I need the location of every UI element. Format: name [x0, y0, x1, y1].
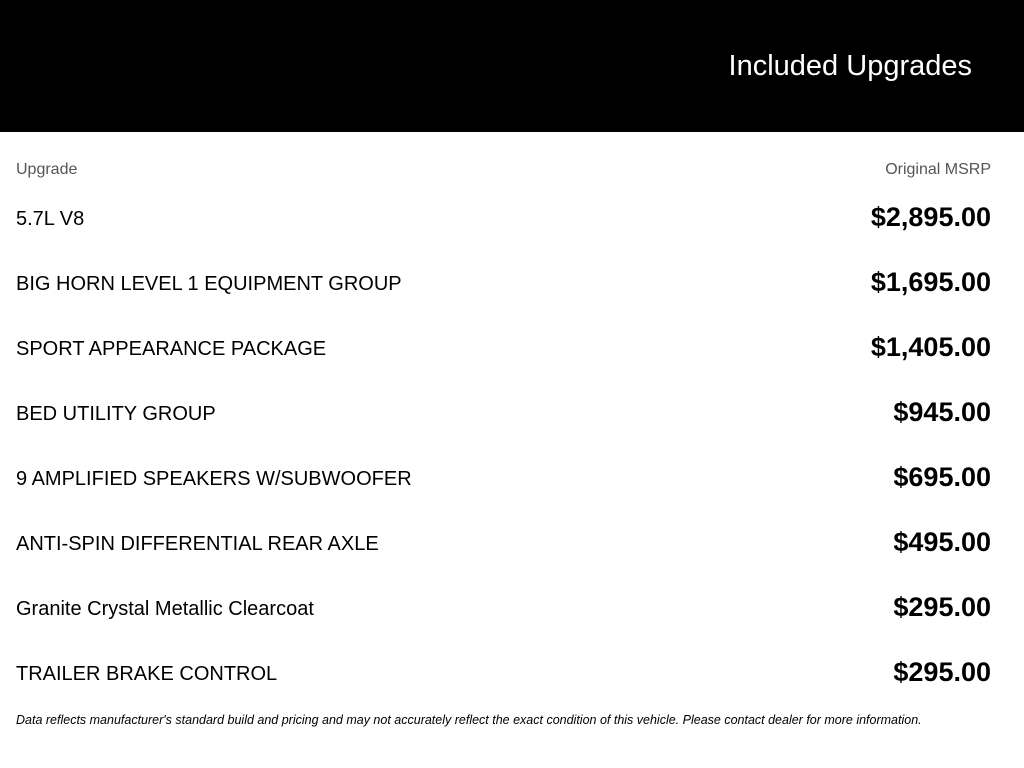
upgrade-name: BIG HORN LEVEL 1 EQUIPMENT GROUP: [16, 273, 402, 295]
upgrade-name: 9 AMPLIFIED SPEAKERS W/SUBWOOFER: [16, 468, 412, 490]
list-item: [16, 185, 991, 250]
page-title: Included Upgrades: [728, 50, 972, 82]
list-item: [16, 315, 991, 380]
upgrade-price: $295.00: [893, 592, 991, 622]
upgrades-list: [16, 185, 991, 705]
list-item: [16, 510, 991, 575]
upgrade-name: TRAILER BRAKE CONTROL: [16, 663, 278, 685]
upgrade-price: $1,405.00: [870, 332, 991, 362]
upgrade-name: BED UTILITY GROUP: [16, 403, 216, 425]
list-item: [16, 640, 991, 705]
upgrade-price: $495.00: [893, 527, 991, 557]
upgrade-name: ANTI-SPIN DIFFERENTIAL REAR AXLE: [16, 533, 379, 555]
upgrade-name: Granite Crystal Metallic Clearcoat: [16, 598, 314, 620]
upgrade-price: $945.00: [893, 397, 991, 427]
upgrade-price: $2,895.00: [870, 202, 991, 232]
upgrade-price: $295.00: [893, 657, 991, 687]
list-item: [16, 380, 991, 445]
upgrade-name: 5.7L V8: [16, 208, 85, 230]
list-item: [16, 250, 991, 315]
header-banner: [0, 0, 1024, 132]
list-item: [16, 445, 991, 510]
list-item: [16, 575, 991, 640]
upgrade-column-header: Upgrade: [16, 161, 78, 178]
msrp-column-header: Original MSRP: [885, 161, 991, 178]
disclaimer-text: Data reflects manufacturer's standard build and pricing and may not accurately reflect the exact condition of this vehicle. Please contact dealer for more information.: [16, 713, 922, 727]
upgrade-price: $1,695.00: [870, 267, 991, 297]
upgrade-price: $695.00: [893, 462, 991, 492]
upgrade-name: SPORT APPEARANCE PACKAGE: [16, 338, 327, 360]
